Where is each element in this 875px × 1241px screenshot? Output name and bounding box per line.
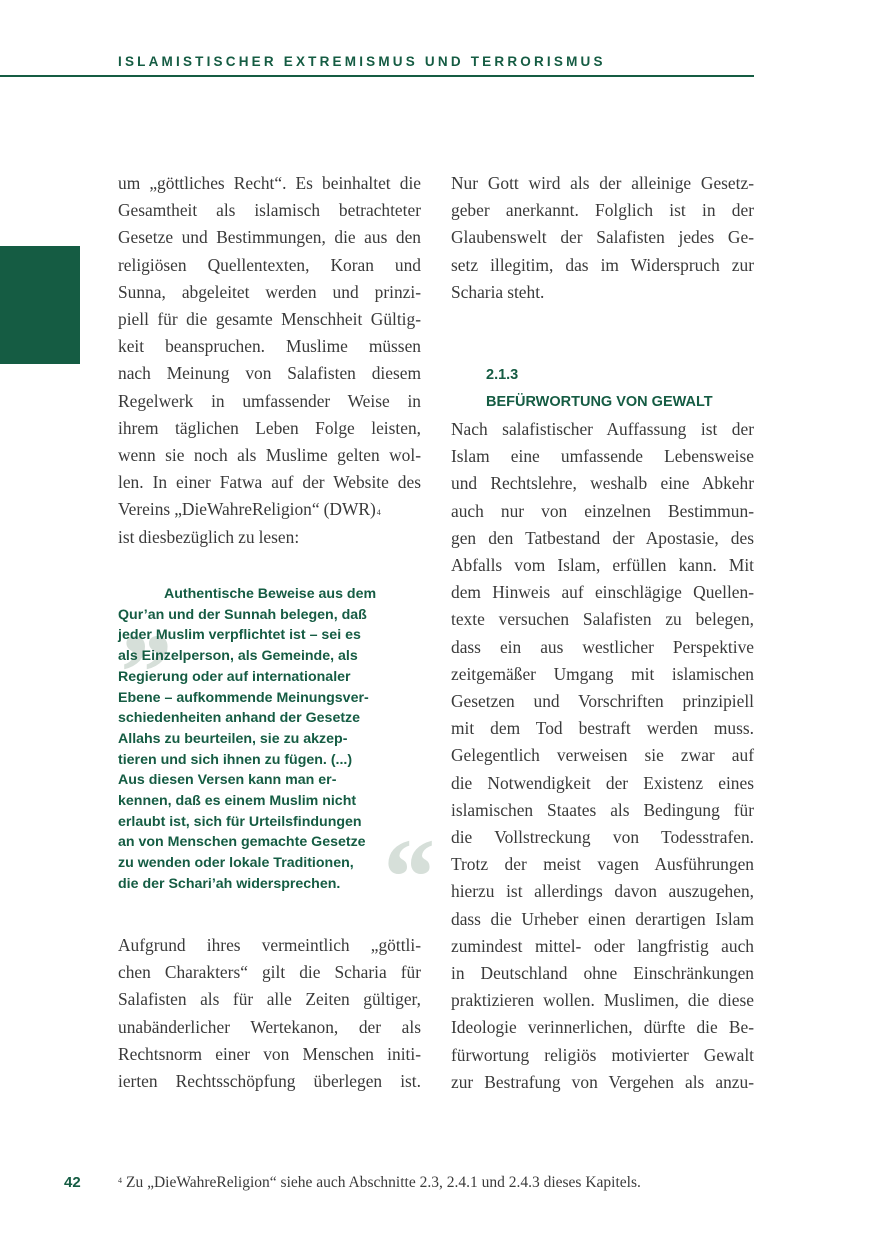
quote-line: tieren und sich ihnen zu fügen. (...) xyxy=(118,751,353,768)
close-quote-icon: “ xyxy=(378,816,433,938)
quote-line: an von Menschen gemachte Gesetze xyxy=(118,834,366,851)
fatwa-quote-block xyxy=(118,584,418,895)
footnote-text: Zu „DieWahreReligion“ siehe auch Abschnitte 2.3, 2.4.1 und 2.4.3 dieses Kapitels. xyxy=(126,1174,641,1191)
text-line: keit beanspruchen. Muslime müssen xyxy=(118,336,421,357)
text-line: unabänderlicher Wertekanon, der als xyxy=(118,1016,421,1037)
text-line: islamischen Staates als Bedingung für xyxy=(451,799,754,820)
footnote-reference[interactable]: 4 xyxy=(376,508,381,518)
text-line: mit dem Tod bestraft werden muss. xyxy=(451,718,754,739)
text-line: dem Hinweis auf einschlägige Quellen- xyxy=(451,582,754,603)
text-line: Gelegentlich verweisen sie zwar auf xyxy=(451,745,754,766)
text-line: Regelwerk in umfassender Weise in xyxy=(118,390,421,411)
page-number: 42 xyxy=(64,1174,81,1191)
text-line: fürwortung religiös motivierter Gewalt xyxy=(451,1044,754,1065)
text-line: setz illegitim, das im Widerspruch zur xyxy=(451,254,754,275)
quote-line: Qur’an und der Sunnah belegen, daß xyxy=(118,606,367,623)
text-line: Nach salafistischer Auffassung ist der xyxy=(451,419,754,439)
quote-line: Regierung oder auf internationaler xyxy=(118,668,351,685)
chapter-side-tab xyxy=(0,246,80,364)
text-line: Rechtsnorm einer von Menschen initi- xyxy=(118,1043,421,1064)
quote-line: Authentische Beweise aus dem xyxy=(164,586,377,602)
text-line: geber anerkannt. Folglich ist in der xyxy=(451,200,754,221)
text-line: Aufgrund ihres vermeintlich „göttli- xyxy=(118,935,421,955)
quote-line: erlaubt ist, sich für Urteilsfindungen xyxy=(118,813,362,830)
quote-line: Aus diesen Versen kann man er- xyxy=(118,772,337,789)
body-paragraph-left-bottom xyxy=(118,932,421,1095)
text-line: Scharia steht. xyxy=(451,281,545,302)
text-line: auch nur von einzelnen Bestimmun- xyxy=(451,500,754,521)
text-line: piell für die gesamte Menschheit Gültig- xyxy=(118,309,421,330)
text-line: Gesamtheit als islamisch betrachteter xyxy=(118,200,421,221)
quote-line: schiedenheiten anhand der Gesetze xyxy=(118,710,361,727)
text-line: dass die Urheber einen derartigen Islam xyxy=(451,908,754,929)
text-line: Islam eine umfassende Lebensweise xyxy=(451,446,754,467)
text-line: Gesetze und Bestimmungen, die aus den xyxy=(118,227,421,248)
footnote-number: 4 xyxy=(118,1176,122,1185)
quote-line: die der Schari’ah widersprechen. xyxy=(118,875,341,892)
running-header-title: ISLAMISTISCHER EXTREMISMUS UND TERRORISMUS xyxy=(118,54,606,69)
section-heading: BEFÜRWORTUNG VON GEWALT xyxy=(486,394,713,410)
open-quote-icon: „ xyxy=(124,554,179,676)
text-line: Vereins „DieWahreReligion“ (DWR) xyxy=(118,499,376,520)
body-paragraph-right-top xyxy=(451,170,754,306)
text-line: praktizieren wollen. Muslimen, die diese xyxy=(451,990,754,1011)
quote-line: als Einzelperson, als Gemeinde, als xyxy=(118,648,358,665)
quote-line: Allahs zu beurteilen, sie zu akzep- xyxy=(118,730,348,747)
text-line-with-footnote xyxy=(118,496,421,523)
text-line: Gesetzen und Vorschriften prinzipiell xyxy=(451,691,754,712)
text-line: die Vollstreckung von Todesstrafen. xyxy=(451,827,754,848)
text-line: texte versuchen Salafisten zu belegen, xyxy=(451,609,754,630)
text-line: ist diesbezüglich zu lesen: xyxy=(118,526,300,547)
text-line: Nur Gott wird als der alleinige Gesetz- xyxy=(451,173,754,193)
text-line: zur Bestrafung von Vergehen als anzu- xyxy=(451,1071,754,1092)
text-line: Glaubenswelt der Salafisten jedes Ge- xyxy=(451,227,754,248)
text-line: len. In einer Fatwa auf der Website des xyxy=(118,472,421,493)
body-paragraph-left-top xyxy=(118,170,421,551)
quote-line: jeder Muslim verpflichtet ist – sei es xyxy=(118,627,361,644)
text-line: Trotz der meist vagen Ausführungen xyxy=(451,854,754,875)
text-line: chen Charakters“ gilt die Scharia für xyxy=(118,962,421,983)
text-line: Ideologie verinnerlichen, dürfte die Be- xyxy=(451,1017,754,1038)
text-line: zeitgemäßer Umgang mit islamischen xyxy=(451,663,754,684)
header-rule xyxy=(0,75,754,77)
footnote xyxy=(118,1174,641,1192)
text-line: zumindest mittel- oder langfristig auch xyxy=(451,935,754,956)
text-line: die Notwendigkeit der Existenz eines xyxy=(451,772,754,793)
text-line: nach Meinung von Salafisten diesem xyxy=(118,363,421,384)
body-paragraph-right xyxy=(451,416,754,1096)
quote-line: Ebene – aufkommende Meinungsver- xyxy=(118,689,369,706)
section-number: 2.1.3 xyxy=(486,367,519,383)
text-line: gen den Tatbestand der Apostasie, des xyxy=(451,527,754,548)
text-line: wenn sie noch als Muslime gelten wol- xyxy=(118,445,421,466)
text-line: Salafisten als für alle Zeiten gültiger, xyxy=(118,989,421,1010)
text-line: Sunna, abgeleitet werden und prinzi- xyxy=(118,281,421,302)
text-line: dass ein aus westlicher Perspektive xyxy=(451,636,754,657)
quote-line: kennen, daß es einem Muslim nicht xyxy=(118,793,357,810)
text-line: ierten Rechtsschöpfung überlegen ist. xyxy=(118,1071,421,1092)
text-line: und Rechtslehre, weshalb eine Abkehr xyxy=(451,473,754,494)
text-line: in Deutschland ohne Einschränkungen xyxy=(451,963,754,984)
quote-line: zu wenden oder lokale Traditionen, xyxy=(118,855,354,872)
text-line: um „göttliches Recht“. Es beinhaltet die xyxy=(118,173,421,193)
text-line: religiösen Quellentexten, Koran und xyxy=(118,254,421,275)
text-line: ihrem täglichen Leben Folge leisten, xyxy=(118,417,421,438)
text-line: Abfalls vom Islam, erfüllen kann. Mit xyxy=(451,555,754,576)
text-line: hierzu ist allerdings davon auszugehen, xyxy=(451,881,754,902)
